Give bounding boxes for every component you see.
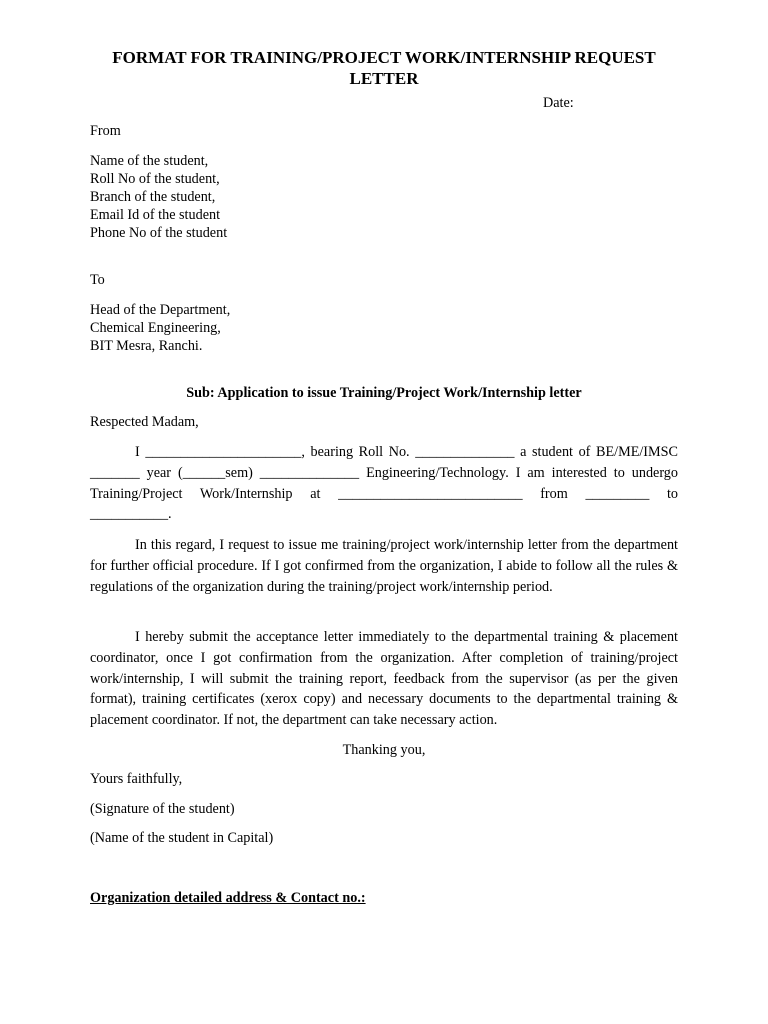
- student-name-placeholder: (Name of the student in Capital): [90, 830, 274, 846]
- closing-line: Yours faithfully,: [90, 771, 183, 787]
- body-paragraph-2: In this regard, I request to issue me training/project work/internship letter from the department for further official procedure. If I got confirmed from the organization, I abide to follow all the rules & regulations of the organization during the training/project work/internship period.: [90, 537, 678, 595]
- signature-placeholder: (Signature of the student): [90, 801, 235, 817]
- thanks-line: Thanking you,: [342, 742, 426, 758]
- sender-email-line: Email Id of the student: [90, 207, 221, 223]
- sender-phone-line: Phone No of the student: [90, 225, 228, 241]
- organization-heading: Organization detailed address & Contact no.:: [90, 890, 366, 906]
- from-label: From: [90, 123, 121, 139]
- sender-name-line: Name of the student,: [90, 153, 209, 169]
- date-label: Date:: [543, 95, 574, 111]
- salutation: Respected Madam,: [90, 414, 199, 430]
- sender-branch-line: Branch of the student,: [90, 189, 216, 205]
- body-paragraph-3: I hereby submit the acceptance letter immediately to the departmental training & placement coordinator, once I got confirmation from the organization. After completion of training/project work/internship, I will submit the training report, feedback from the supervisor (as per the given format), training certificates (xerox copy) and necessary documents to the departmental training & placement coordinator. If not, the department can take necessary action.: [90, 629, 678, 729]
- to-label: To: [90, 272, 105, 288]
- sender-details: [90, 152, 678, 242]
- recipient-department-line: Chemical Engineering,: [90, 320, 221, 336]
- title-line-2: LETTER: [349, 69, 419, 88]
- sender-roll-line: Roll No of the student,: [90, 171, 220, 187]
- recipient-institution-line: BIT Mesra, Ranchi.: [90, 338, 203, 354]
- recipient-details: [90, 301, 678, 355]
- body-paragraph-1: I ______________________, bearing Roll No. ______________ a student of BE/ME/IMSC _______ year (______sem) ______________ Engineering/Technology. I am interested to undergo Training/Project Work/Internship at __________________________ from _________ to ___________.: [90, 444, 678, 523]
- subject-line: Sub: Application to issue Training/Project Work/Internship letter: [186, 385, 582, 401]
- title-line-1: FORMAT FOR TRAINING/PROJECT WORK/INTERNSHIP REQUEST: [112, 48, 656, 67]
- page-title: [90, 47, 678, 89]
- recipient-title-line: Head of the Department,: [90, 302, 231, 318]
